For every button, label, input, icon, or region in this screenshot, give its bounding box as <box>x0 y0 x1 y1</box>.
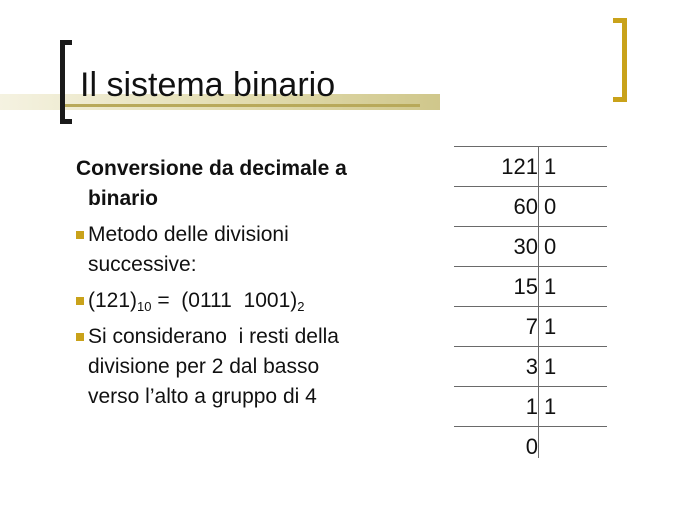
division-row <box>454 266 607 306</box>
division-quotient: 15 <box>513 274 538 299</box>
division-remainder: 1 <box>544 154 557 179</box>
division-row <box>454 186 607 226</box>
division-remainder: 0 <box>544 194 557 219</box>
slide-title: Il sistema binario <box>80 66 336 104</box>
bullet-example-formula <box>88 286 436 316</box>
slide-body <box>76 154 436 412</box>
division-remainder: 1 <box>544 354 557 379</box>
right-bracket-decoration <box>613 18 627 102</box>
division-row <box>454 226 607 266</box>
division-remainder: 0 <box>544 234 557 259</box>
bullet-explanation-line-3: verso l’alto a gruppo di 4 <box>88 385 317 408</box>
division-row <box>454 426 607 466</box>
division-row <box>454 306 607 346</box>
formula-decimal: (121) <box>88 289 138 312</box>
division-quotient: 1 <box>525 394 538 419</box>
bullet-method-line-1: Metodo delle divisioni <box>88 223 289 246</box>
division-quotient: 60 <box>513 194 538 219</box>
bullet-explanation-line-1: Si considerano i resti della <box>88 325 339 348</box>
division-row <box>454 146 607 186</box>
division-remainder: 1 <box>544 394 557 419</box>
division-table <box>454 146 607 466</box>
bullet-explanation <box>76 322 436 412</box>
division-row <box>454 346 607 386</box>
heading-line-1: Conversione da decimale a <box>76 157 347 180</box>
bullet-method <box>76 220 436 280</box>
bullet-square-icon <box>76 333 84 341</box>
division-quotient: 0 <box>525 434 538 459</box>
bullet-example <box>76 286 436 316</box>
division-quotient: 121 <box>501 154 538 179</box>
bullet-square-icon <box>76 297 84 305</box>
bullet-explanation-line-2: divisione per 2 dal basso <box>88 355 320 378</box>
division-remainder: 1 <box>544 274 557 299</box>
division-remainder: 1 <box>544 314 557 339</box>
heading-line-2: binario <box>88 187 159 210</box>
division-quotient: 30 <box>513 234 538 259</box>
left-bracket-decoration <box>60 40 72 124</box>
bullet-method-line-2: successive: <box>88 253 197 276</box>
division-quotient: 7 <box>525 314 538 339</box>
formula-base-2: 2 <box>297 299 305 314</box>
section-heading <box>76 154 436 214</box>
bullet-square-icon <box>76 231 84 239</box>
formula-binary: = (0111 1001) <box>151 289 298 312</box>
division-row <box>454 386 607 426</box>
formula-base-10: 10 <box>137 299 152 314</box>
division-quotient: 3 <box>525 354 538 379</box>
